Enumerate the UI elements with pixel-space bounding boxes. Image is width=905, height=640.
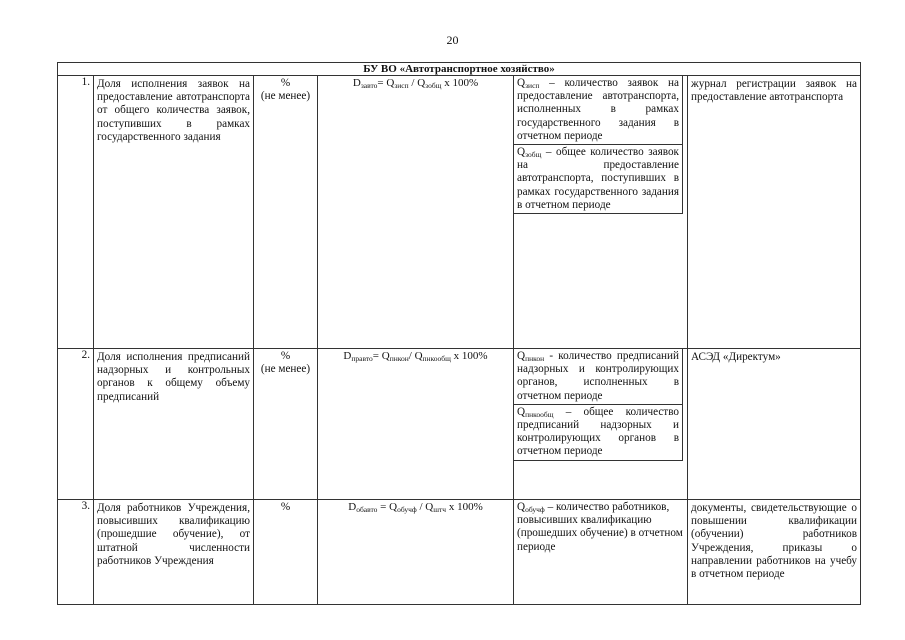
unit-qualifier: (не менее): [260, 363, 311, 376]
data-source: АСЭД «Директум»: [688, 349, 861, 500]
formula: $D_{правто}= Q_{пнкон}/$ $Q_{пнкообщ}$ х 100%: [318, 349, 514, 500]
definition: $Q_{пнкон}$ - количество предписаний надзорных и контролирующих органов, исполненных в отчетном периоде: [517, 350, 679, 402]
definitions-cell: [514, 76, 688, 349]
unit-symbol: %: [280, 350, 291, 362]
unit-cell: [254, 500, 318, 605]
formula: $D_{завто}= Q_{зисп} / Q_{зобщ}$ х 100%: [318, 76, 514, 349]
table-row: [58, 349, 861, 500]
unit-qualifier: (не менее): [260, 90, 311, 103]
definitions-cell: [514, 500, 688, 605]
row-number: 2.: [58, 349, 94, 500]
indicators-table: [57, 62, 861, 605]
unit-cell: [254, 76, 318, 349]
definition: $Q_{зобщ}$ – общее количество заявок на предоставление автотранспорта, поступивших в рамках государственного задания в отчетном периоде: [514, 144, 682, 213]
row-number: 1.: [58, 76, 94, 349]
table-row: [58, 500, 861, 605]
unit-cell: [254, 349, 318, 500]
table-row: [58, 76, 861, 349]
definitions-cell: [514, 349, 688, 500]
definition: $Q_{зисп}$ – количество заявок на предоставление автотранспорта, исполненных в рамках государственного задания в отчетном периоде: [517, 77, 679, 142]
indicator-name: Доля исполнения заявок на предоставление автотранспорта от общего количества заявок, поступивших в рамках государственного задания: [94, 76, 254, 349]
row-number: 3.: [58, 500, 94, 605]
data-source: журнал регистрации заявок на предоставление автотранспорта: [688, 76, 861, 349]
unit-symbol: %: [280, 501, 291, 513]
definition: $Q_{обучф}$ – количество работников, повысивших квалификацию (прошедших обучение) в отчетном периоде: [517, 501, 683, 553]
page-number: 20: [446, 33, 459, 47]
section-title: БУ ВО «Автотранспортное хозяйство»: [58, 63, 861, 76]
definition: $Q_{пнкообщ}$ – общее количество предписаний надзорных и контролирующих органов в отчетном периоде: [514, 404, 682, 460]
indicator-name: Доля исполнения предписаний надзорных и контрольных органов к общему объему предписаний: [94, 349, 254, 500]
indicator-name: Доля работников Учреждения, повысивших квалификацию (прошедшие обучение), от штатной численности работников Учреждения: [94, 500, 254, 605]
formula: $D_{обавто} = Q_{обучф} / Q_{штч}$ х 100%: [318, 500, 514, 605]
data-source: документы, свидетельствующие о повышении квалификации (обучении) работников Учреждения, приказы о направлении работников на учебу в отчетном периоде: [688, 500, 861, 605]
unit-symbol: %: [280, 77, 291, 89]
